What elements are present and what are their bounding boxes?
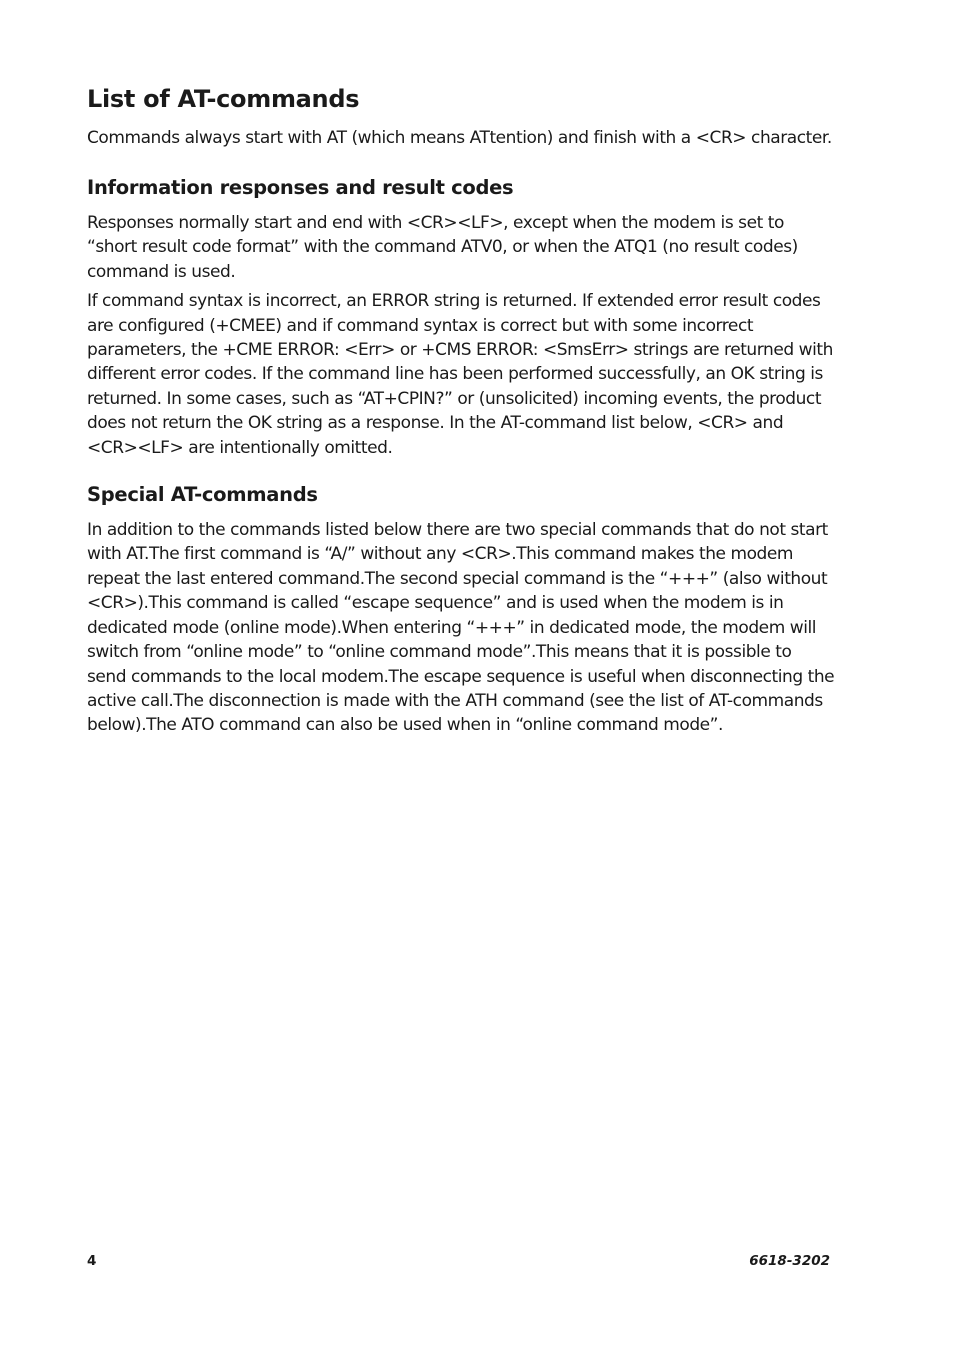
document-id: 6618-3202 (749, 1253, 830, 1269)
page-number: 4 (87, 1253, 97, 1269)
section-heading: Special AT-commands (87, 483, 318, 507)
page-title: List of AT-commands (87, 85, 360, 113)
page-content (87, 82, 835, 743)
intro-paragraph: Commands always start with AT (which means ATtention) and finish with a <CR> character. (87, 128, 832, 148)
paragraph: In addition to the commands listed below there are two special commands that do not start with AT.The first command is “A/” without any <CR>.This command makes the modem repeat the last entered command.The second special command is the “+++” (also without <CR>).This command is called “escape sequence” and is used when the modem is in dedicated mode (online mode).When entering “+++” in dedicated mode, the modem will switch from “online mode” to “online command mode”.This means that it is possible to send commands to the local modem.The escape sequence is useful when disconnecting the active call.The disconnection is made with the ATH command (see the list of AT-commands below).The ATO command can also be used when in “online command mode”. (87, 520, 835, 736)
paragraph: Responses normally start and end with <CR><LF>, except when the modem is set to “short result code format” with the command ATV0, or when the ATQ1 (no result codes) command is used. (87, 213, 798, 282)
section-special-at-commands (87, 482, 835, 738)
paragraph: If command syntax is incorrect, an ERROR string is returned. If extended error result codes are configured (+CMEE) and if command syntax is correct but with some incorrect parameters, the +CME ERROR: <Err> or +CMS ERROR: <SmsErr> strings are returned with different error codes. If the command line has been performed successfully, an OK string is returned. In some cases, such as “AT+CPIN?” or (unsolicited) incoming events, the product does not return the OK string as a response. In the AT-command list below, <CR> and <CR><LF> are intentionally omitted. (87, 291, 833, 458)
section-information-responses (87, 175, 835, 460)
section-heading: Information responses and result codes (87, 176, 514, 199)
